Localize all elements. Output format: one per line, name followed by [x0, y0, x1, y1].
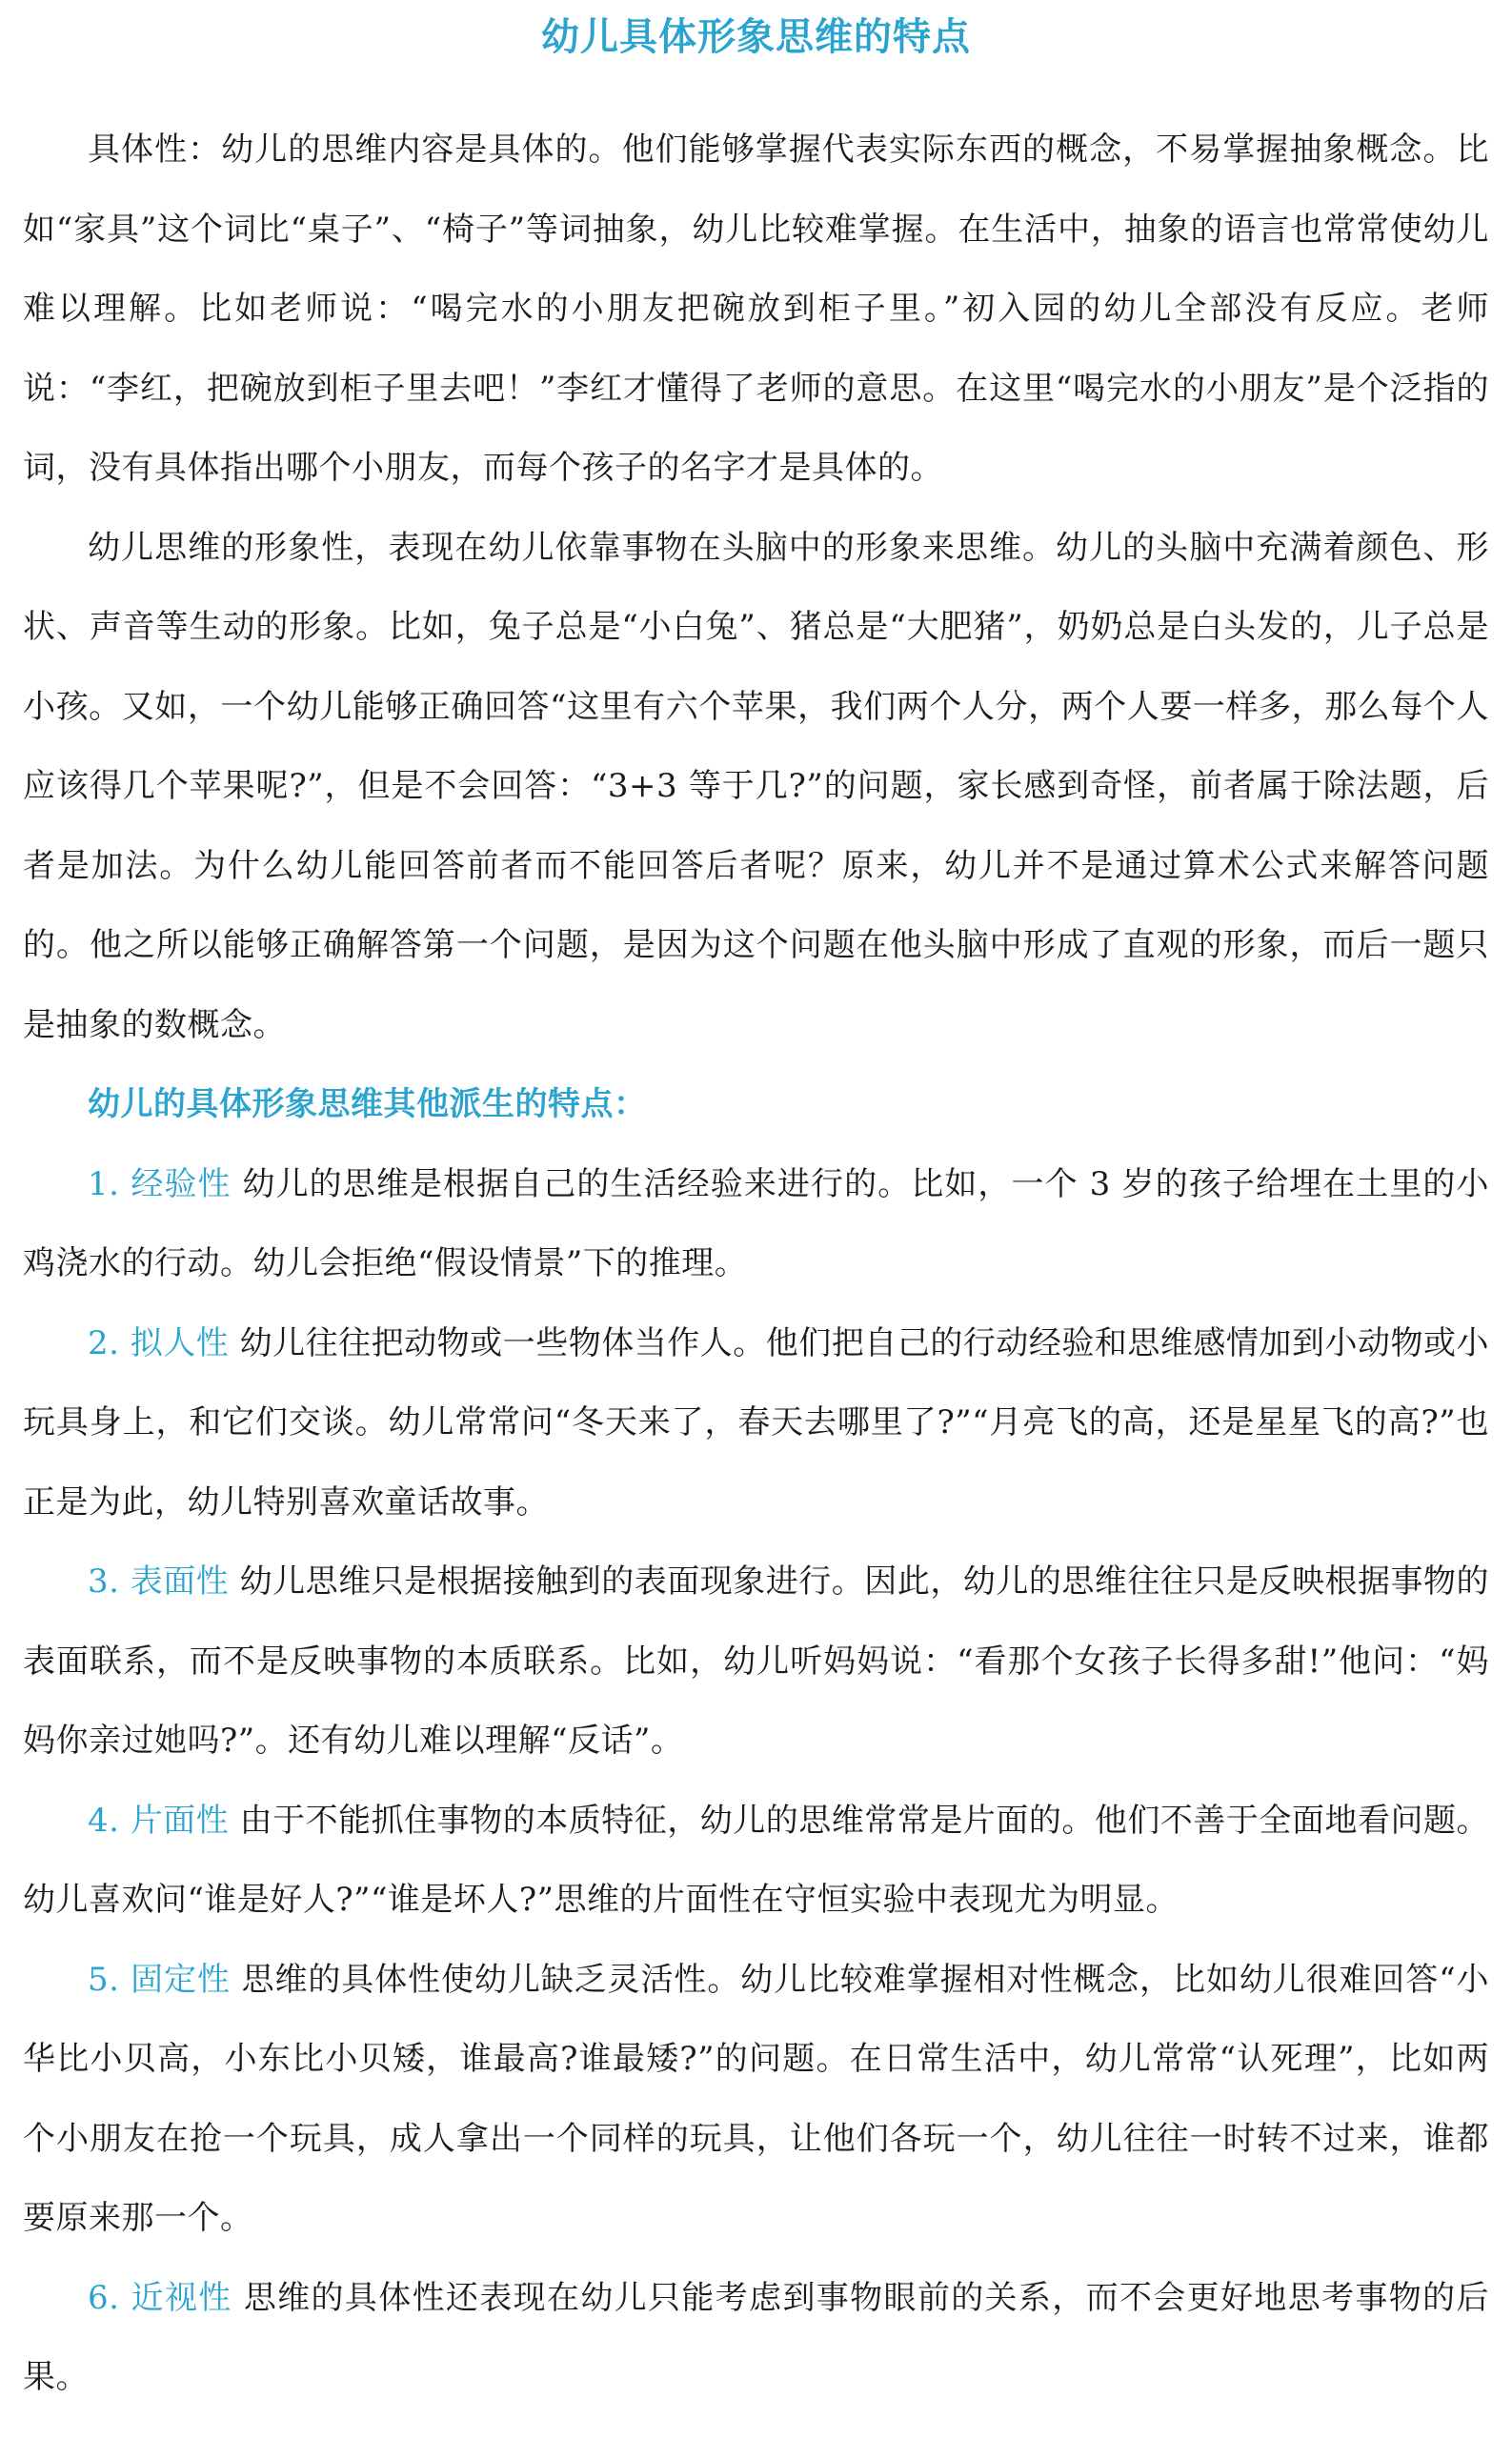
- item-label: 4. 片面性: [88, 1801, 230, 1840]
- item-label: 5. 固定性: [88, 1960, 231, 1999]
- item-label: 1. 经验性: [88, 1164, 232, 1203]
- item-label: 6. 近视性: [88, 2278, 232, 2317]
- item-text: 幼儿思维只是根据接触到的表面现象进行。因此，幼儿的思维往往只是反映根据事物的表面联系，而不是反映事物的本质联系。比如，幼儿听妈妈说：“看那个女孩子长得多甜!”他问：“妈妈你亲过她吗?”。还有幼儿难以理解“反话”。: [23, 1562, 1489, 1760]
- list-item-superficiality: [23, 1542, 1489, 1782]
- page-title: 幼儿具体形象思维的特点: [541, 14, 971, 59]
- list-item-rigidity: [23, 1941, 1489, 2259]
- item-text: 思维的具体性使幼儿缺乏灵活性。幼儿比较难掌握相对性概念，比如幼儿很难回答“小华比小贝高，小东比小贝矮，谁最高?谁最矮?”的问题。在日常生活中，幼儿常常“认死理”，比如两个小朋友在抢一个玩具，成人拿出一个同样的玩具，让他们各玩一个，幼儿往往一时转不过来，谁都要原来那一个。: [23, 1960, 1489, 2237]
- item-label: 2. 拟人性: [88, 1323, 230, 1362]
- list-item-anthropomorphism: [23, 1304, 1489, 1543]
- document-body: [23, 111, 1489, 2418]
- paragraph-imagery: 幼儿思维的形象性，表现在幼儿依靠事物在头脑中的形象来思维。幼儿的头脑中充满着颜色、形状、声音等生动的形象。比如，兔子总是“小白兔”、猪总是“大肥猪”，奶奶总是白头发的，儿子总是小孩。又如，一个幼儿能够正确回答“这里有六个苹果，我们两个人分，两个人要一样多，那么每个人应该得几个苹果呢?”，但是不会回答：“3+3 等于几?”的问题，家长感到奇怪，前者属于除法题，后者是加法。为什么幼儿能回答前者而不能回答后者呢？原来，幼儿并不是通过算术公式来解答问题的。他之所以能够正确解答第一个问题，是因为这个问题在他头脑中形成了直观的形象，而后一题只是抽象的数概念。: [23, 528, 1489, 1044]
- item-text: 幼儿的思维是根据自己的生活经验来进行的。比如，一个 3 岁的孩子给埋在土里的小鸡浇水的行动。幼儿会拒绝“假设情景”下的推理。: [23, 1164, 1489, 1282]
- list-item-shortsightedness: [23, 2259, 1489, 2418]
- list-item-experience: [23, 1145, 1489, 1304]
- section-heading: 幼儿的具体形象思维其他派生的特点：: [88, 1085, 647, 1123]
- list-item-one-sidedness: [23, 1782, 1489, 1941]
- item-text: 幼儿往往把动物或一些物体当作人。他们把自己的行动经验和思维感情加到小动物或小玩具身上，和它们交谈。幼儿常常问“冬天来了，春天去哪里了?”“月亮飞的高，还是星星飞的高?”也正是为此，幼儿特别喜欢童话故事。: [23, 1323, 1489, 1522]
- item-label: 3. 表面性: [88, 1562, 230, 1601]
- item-text: 由于不能抓住事物的本质特征，幼儿的思维常常是片面的。他们不善于全面地看问题。幼儿喜欢问“谁是好人?”“谁是坏人?”思维的片面性在守恒实验中表现尤为明显。: [23, 1801, 1489, 1919]
- paragraph-concreteness: 具体性：幼儿的思维内容是具体的。他们能够掌握代表实际东西的概念，不易掌握抽象概念。比如“家具”这个词比“桌子”、“椅子”等词抽象，幼儿比较难掌握。在生活中，抽象的语言也常常使幼儿难以理解。比如老师说：“喝完水的小朋友把碗放到柜子里。”初入园的幼儿全部没有反应。老师说：“李红，把碗放到柜子里去吧！”李红才懂得了老师的意思。在这里“喝完水的小朋友”是个泛指的词，没有具体指出哪个小朋友，而每个孩子的名字才是具体的。: [23, 131, 1489, 487]
- item-text: 思维的具体性还表现在幼儿只能考虑到事物眼前的关系，而不会更好地思考事物的后果。: [23, 2278, 1489, 2396]
